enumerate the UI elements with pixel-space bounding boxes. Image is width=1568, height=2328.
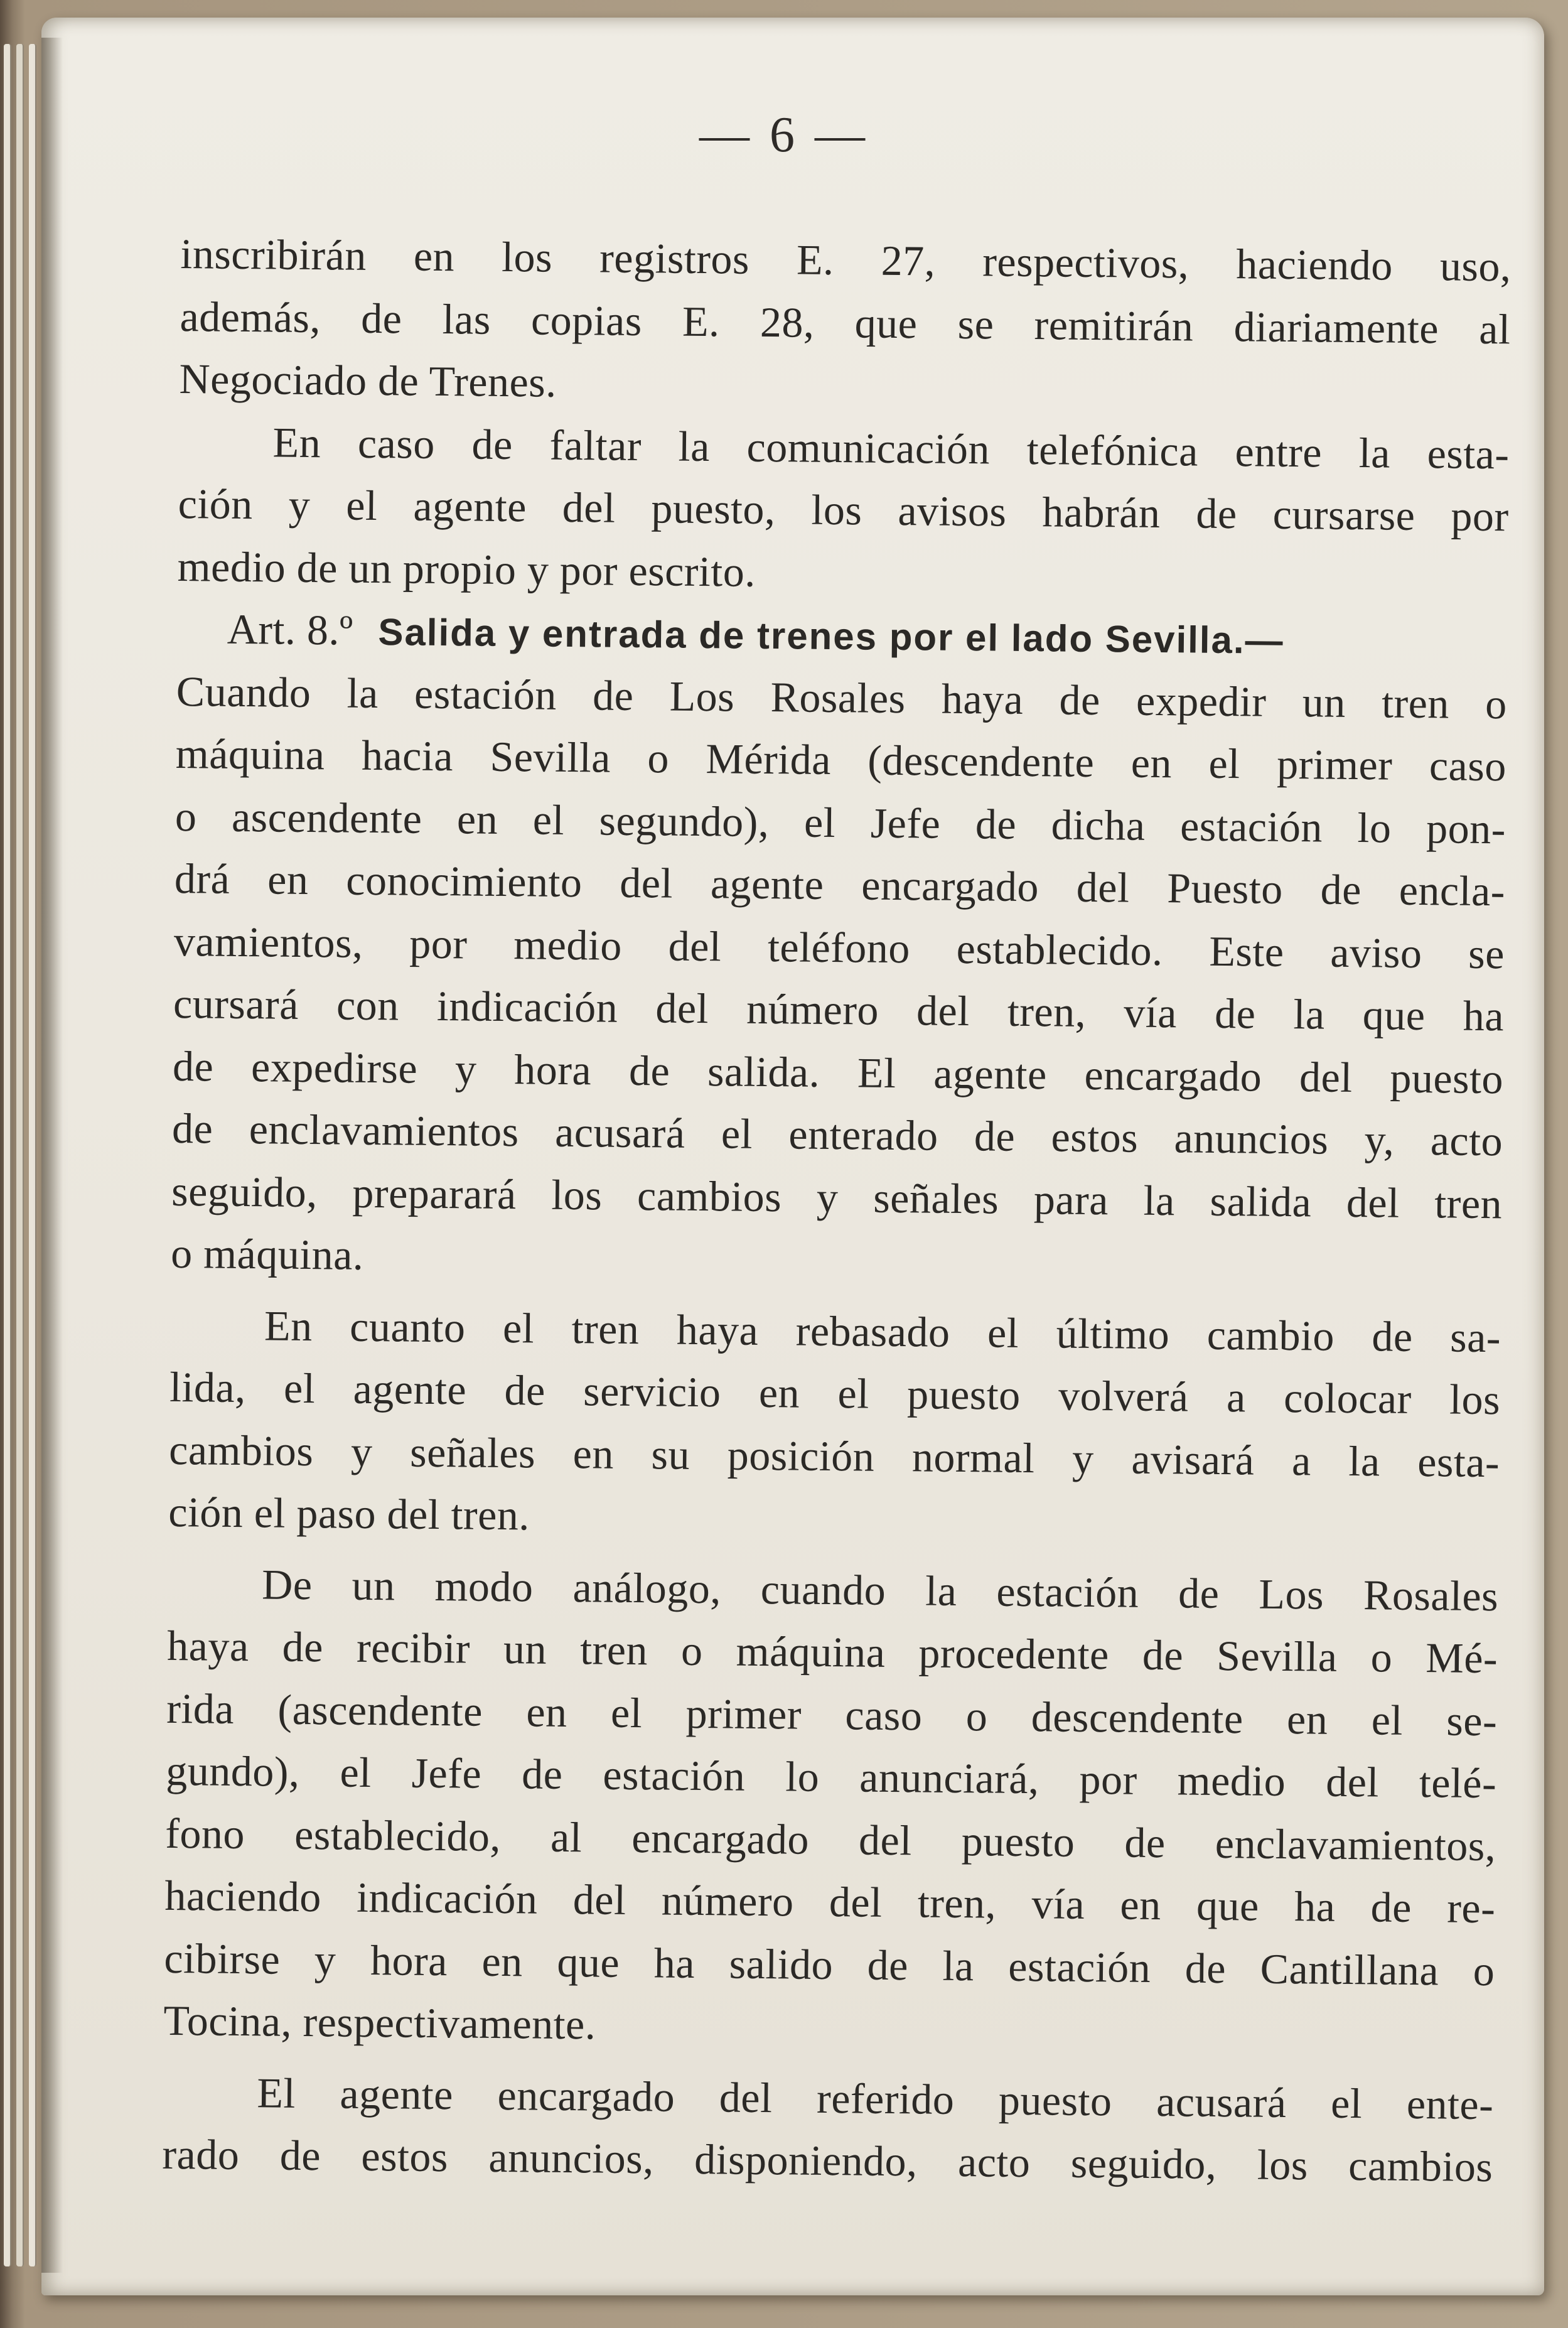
text-line: de enclavamientos acusará el enterado de estos anuncios y, acto (171, 1104, 1503, 1165)
page-edge (29, 44, 36, 2266)
text-line: o máquina. (170, 1229, 364, 1279)
text-line: lida, el agente de servicio en el puesto volverá a colocar los (169, 1362, 1501, 1424)
text-line: El agente encargado del referido puesto acusará el ente- (257, 2068, 1494, 2128)
text-line: inscribirán en los registros E. 27, respectivos, haciendo uso, (180, 229, 1512, 291)
text-line: drá en conocimiento del agente encargado del Puesto de encla- (174, 854, 1506, 915)
article-title: Salida y entrada de trenes por el lado Sevilla.— (378, 611, 1284, 662)
text-line: cursará con indicación del número del tren, vía de la que ha (173, 979, 1505, 1040)
article-number: Art. 8.º (227, 605, 353, 654)
text-line: Negociado de Trenes. (179, 354, 557, 406)
text-line: rado de estos anuncios, disponiendo, acto seguido, los cambios (162, 2130, 1493, 2191)
page-number: — 6 — (699, 107, 869, 163)
text-line: ción el paso del tren. (168, 1487, 530, 1539)
text-line: seguido, preparará los cambios y señales para la salida del tren (171, 1167, 1503, 1227)
text-line: vamientos, por medio del teléfono establecido. Este aviso se (173, 917, 1505, 978)
text-line: ción y el agente del puesto, los avisos habrán de cursarse por (178, 479, 1509, 541)
text-line: Tocina, respectivamente. (163, 1996, 596, 2049)
text-line: En caso de faltar la comunicación telefónica entre la esta- (272, 418, 1510, 478)
text-line: gundo), el Jefe de estación lo anunciará, por medio del telé- (165, 1746, 1497, 1808)
text-line: de expedirse y hora de salida. El agente encargado del puesto (172, 1042, 1504, 1102)
text-line: De un modo análogo, cuando la estación de Los Rosales (261, 1560, 1499, 1620)
text-line: haya de recibir un tren o máquina procedente de Sevilla o Mé- (166, 1621, 1498, 1683)
text-line: además, de las copias E. 28, que se remitirán diariamente al (180, 292, 1511, 353)
book-spine-shadow (41, 38, 63, 2273)
text-line: o ascendente en el segundo), el Jefe de dicha estación lo pon- (175, 792, 1506, 853)
text-line: haciendo indicación del número del tren, vía en que ha de re- (164, 1871, 1496, 1932)
text-line: fono establecido, al encargado del puesto de enclavamientos, (165, 1809, 1496, 1870)
article-heading (176, 598, 1508, 673)
text-line: máquina hacia Sevilla o Mérida (descendente en el primer caso (175, 729, 1507, 790)
text-line: cibirse y hora en que ha salido de la estación de Cantillana o (164, 1934, 1495, 1995)
text-line: medio de un propio y por escrito. (177, 542, 756, 596)
body-text (162, 223, 1512, 2199)
text-line: Cuando la estación de Los Rosales haya de expedir un tren o (176, 667, 1508, 728)
page-edge (16, 44, 24, 2266)
text-line: cambios y señales en su posición normal y avisará a la esta- (168, 1425, 1500, 1486)
page-edge (4, 44, 11, 2266)
text-line: rida (ascendente en el primer caso o descendente en el se- (166, 1684, 1498, 1745)
text-line: En cuanto el tren haya rebasado el último cambio de sa- (264, 1301, 1501, 1361)
